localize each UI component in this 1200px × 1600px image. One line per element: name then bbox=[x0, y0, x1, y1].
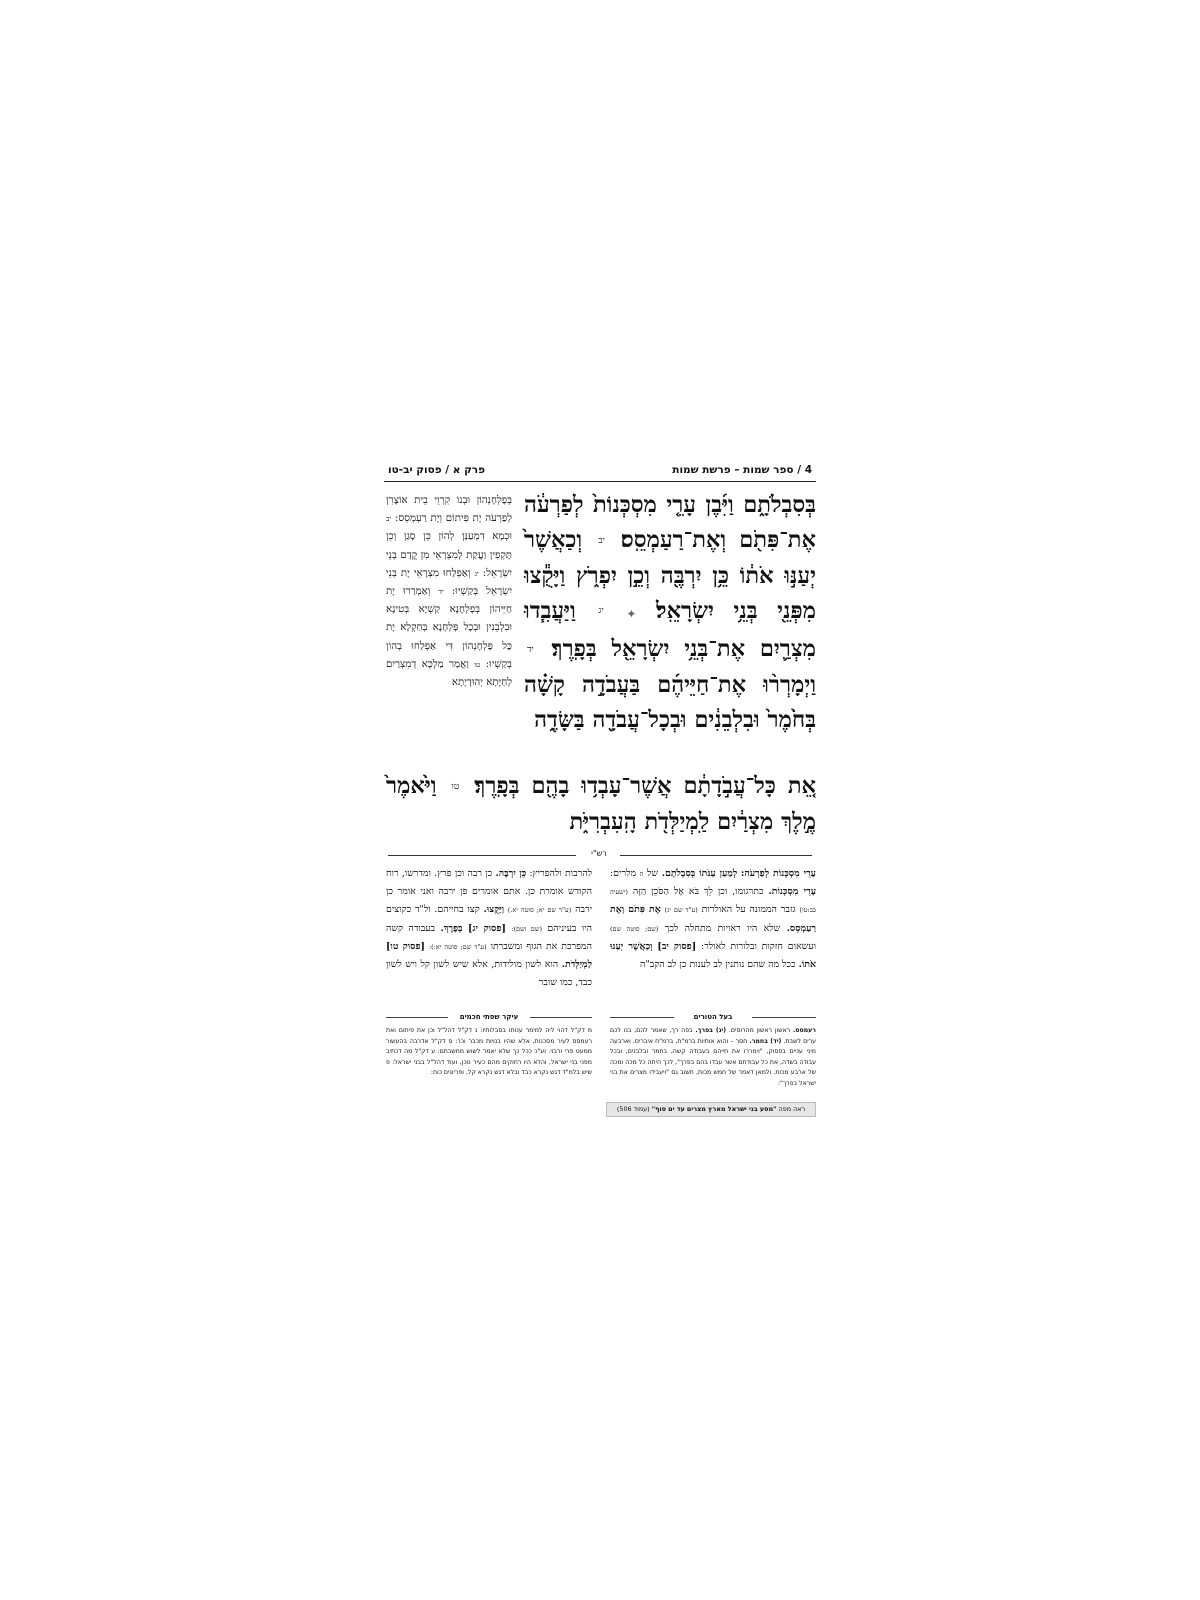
targum-11: בְּפָלְחָנְהוֹן וּבְנוֹ קִרְוֵי בֵית אוֹצָרִן לְפַרְעֹה יָת פִּיתוֹם וְיָת רַעְמְסֵס: bbox=[386, 495, 512, 525]
targum-number-15: טו bbox=[474, 660, 481, 669]
rashi-source: (ע"ד שם יא; סוטה יא.) bbox=[507, 906, 572, 915]
aliyah-marker-icon: ✦ bbox=[626, 607, 637, 621]
rashi-text: מלרים: bbox=[610, 868, 637, 879]
rashi-text: בעבודה קשה המפרכת את הגוף ומשברתו bbox=[386, 922, 592, 952]
baal-haturim-comment: חסר – והוא אותיות ברמ"ח, ברמ"ח איברים. וארבעה מיני עניים בפסוק, "וימררו את חייהם בעבודה קשה, בחמר ובלבנים, ובכל עבודה בשדה, את כל עבודתם אשר עבדו בהם בפרך", לכך היתה כל מכה ומכה של ארבע מכות. ולמאן דאמר של חמש מכות, חשוב גם "ויעבידו מצרים את בני ישראל בפרך": bbox=[610, 1037, 816, 1087]
rashi-column-right bbox=[610, 865, 816, 974]
targum-number-14: יד bbox=[438, 588, 444, 597]
verse-text bbox=[524, 488, 816, 738]
rashi-heading: עָרֵי מִסְכְּנוֹת. bbox=[768, 886, 816, 898]
rashi-heading: אֶת פִּתֹם וְאֶת רַעַמְסֵס. bbox=[610, 904, 817, 934]
verse-13: וַיַּעֲבִ֧דוּ מִצְרַ֛יִם אֶת־בְּנֵ֥י יִשְׂרָאֵ֖ל בְּפָֽרֶךְ׃ bbox=[524, 598, 816, 663]
targum-onkelos bbox=[386, 492, 512, 692]
rashi-text: קצו בחייהם. ול"ד כקוצים היו בעיניהם bbox=[386, 904, 593, 934]
rashi-text: כן לב הקב"ה bbox=[640, 959, 687, 971]
rashi-text: הוא לשון מולידות, אלא שיש לשון קל ויש לשון כבד, כמו שובר bbox=[386, 959, 592, 989]
verse-15-start: וַיֹּ֙אמֶר֙ מֶ֣לֶךְ מִצְרַ֔יִם לַֽמְיַלְּדֹ֖ת הָֽעִבְרִיֹּ֑ת bbox=[386, 773, 816, 835]
map-note-page: (עמוד 506) bbox=[616, 1105, 650, 1113]
rashi-source: (שם ושם): bbox=[511, 924, 542, 933]
verse-14-start: וַיְמָרְר֨וּ אֶת־חַיֵּיהֶ֜ם בַּעֲבֹדָ֣ה קָשָׁ֗ה בְּחֹ֙מֶר֙ וּבִלְבֵנִ֔ים וּבְכָל־עֲבֹדָ֖ה בַּשָּׂדֶ֑ה bbox=[524, 671, 816, 733]
rashi-heading: עָרֵי מִסְכְּנוֹת לְפַרְעֹה: bbox=[740, 868, 816, 879]
verse-number-15: טו bbox=[451, 781, 460, 792]
rashi-text: ועשאום חזקות ובלורות לאולר: bbox=[701, 940, 816, 952]
ikar-sifsei-title: עיקר שפתי חכמים bbox=[459, 1013, 519, 1021]
rashi-column-left bbox=[386, 865, 592, 992]
rashi-heading: בְּפָרֶךְ. bbox=[440, 922, 463, 934]
map-note-prefix: ראה מפה bbox=[778, 1105, 806, 1113]
rashi-source: (ישעיה כב:טו) bbox=[610, 888, 817, 915]
verse-number-14: יד bbox=[527, 644, 534, 655]
targum-13: וְאַפְלַחוּ מִצְרָאֵי יָת בְּנֵי יִשְׂרָאֵל בְּקַשְׁיוּ: bbox=[386, 567, 512, 598]
rashi-heading: לַמְיַלְּדֹת. bbox=[561, 959, 592, 971]
targum-14: וְאַמְרַרוּ יָת חַיֵּיהוֹן בְּפָלְחָנָא קַשְׁיָא בְּטִינָא וּבִלְבֵנִין וּבְכָל פָּלְחָנָא בְּחַקְלָא יָת כָּל פָּלְחָנְהוֹן דִּי אַפְלַחוּ בְהוֹן בְּקַשְׁיוּ: bbox=[386, 586, 512, 670]
rashi-heading: לְמַעַן עַנֹּתוֹ בְּסִבְלֹתָם. bbox=[661, 868, 738, 879]
rashi-verse-ref: [פסוק יב] bbox=[657, 940, 697, 952]
baal-haturim-heading: (יג) בפרך. bbox=[695, 1027, 727, 1034]
verse-11-end: בְּסִבְלֹתָ֑ם וַיִּ֜בֶן עָרֵ֤י מִסְכְּנוֹת֙ לְפַרְעֹ֔ה אֶת־פִּתֹ֖ם וְאֶת־רַעַמְסֵֽס׃ bbox=[524, 492, 816, 554]
targum-number-13: יג bbox=[474, 569, 479, 578]
baal-haturim-comment: ראשון ראשון מהרוסים. bbox=[728, 1027, 791, 1034]
page-header bbox=[384, 460, 816, 480]
chumash-page bbox=[384, 460, 816, 1146]
baal-haturim-text bbox=[610, 1026, 816, 1090]
rashi-verse-ref: [פסוק יג] bbox=[467, 922, 506, 934]
rashi-text: כן רבה וכן פרץ. ומדרשו, רוח הקודש אומרת כן. אתם אומרים פן ירבה ואני אומר כן ירבה bbox=[386, 868, 593, 916]
rashi-verse-ref: [פסוק טו] bbox=[386, 940, 425, 952]
header-chapter-verse: פרק א / פסוק יב-טו bbox=[388, 464, 486, 476]
header-book-parsha: 4 / ספר שמות – פרשת שמות bbox=[672, 464, 812, 476]
rashi-text: להרבות ולהפריץ: bbox=[529, 868, 592, 879]
verse-text-full-width bbox=[386, 769, 816, 840]
rashi-text: שלא היו ראויות מתחלה לכך bbox=[664, 922, 781, 934]
verse-number-13: יג bbox=[598, 606, 604, 617]
baal-haturim-heading: רעמסס. bbox=[792, 1027, 816, 1034]
ikar-sifsei-text: מ דק"ל דהוי ליה למימר ענותו בסבלותיו: נ דק"ל דהל"ל וכן את פיתום ואת רעמסס לעיר מסכנות, אלא שהיו בנויות מכבר וכו': ס דק"ל אדרבה בהעשור ממעט פרי ורבוי. וע"כ ככל כך שלא יאמר לשוש מחשבתם: ע דק"ל מה דכתיב מפני בני ישראל, והלא היו רחוקים מהם כעיר נוכן, ועוד דהל"ל בבני ישראל: פ שיש בלמ"ד דגש נקרא כבד ובלא דגש נקרא קל, ופריונים כוח: bbox=[386, 1027, 592, 1077]
map-reference-note bbox=[606, 1102, 816, 1117]
rashi-source: (שם; סוטה שם) bbox=[610, 924, 659, 933]
baal-haturim-title: בעל הטורים bbox=[693, 1013, 733, 1021]
verse-number-12: יב bbox=[598, 535, 605, 546]
targum-15: וַאֲמַר מַלְכָּא דְמִצְרַיִם לְחַיָּתָא יְהוּדָיָתָא bbox=[386, 658, 512, 689]
rashi-source: (ע"ד שם יג) bbox=[664, 906, 698, 915]
verse-14-end: אֵ֚ת כָּל־עֲבֹ֣דָתָ֔ם אֲשֶׁר־עָבְד֥וּ בָהֶ֖ם בְּפָֽרֶךְ׃ bbox=[474, 773, 816, 799]
rashi-source: (ע"ד שם; סוטה יא:): bbox=[428, 942, 487, 951]
verse-12: וְכַאֲשֶׁר֙ יְעַנּ֣וּ אֹת֔וֹ כֵּ֥ן יִרְבֶּ֖ה וְכֵ֣ן יִפְרֹ֑ץ וַיָּקֻ֕צוּ מִפְּנֵ֖י בְּנֵ֥י יִשְׂרָאֵֽל׃ bbox=[524, 527, 816, 624]
targum-12: וּכְמָא דִמְעַנַּן לְהוֹן כֵּן סָגַן וְכֵן תָּקְפִין וַעֲקַת לְמִצְרָאֵי מִן קֳדָם בְּנֵי יִשְׂרָאֵל: bbox=[386, 531, 512, 579]
header-rule bbox=[384, 481, 816, 482]
rashi-heading: וְכַאֲשֶׁר יְעַנּוּ אֹתוֹ. bbox=[610, 940, 816, 971]
rashi-text: ככל מה שהם נותנין לב לענות bbox=[689, 959, 796, 971]
rashi-text: גזבר הממונה על האולרות bbox=[701, 904, 796, 916]
rashi-footnote-marker: ה bbox=[639, 870, 644, 878]
rashi-label: רש"י bbox=[591, 849, 607, 858]
rashi-text: של bbox=[647, 868, 659, 879]
baal-haturim-comment: בפה רך, שאמר להם, בנו לכם ערים לשבת. bbox=[610, 1027, 816, 1045]
targum-number-12: יב bbox=[386, 515, 392, 524]
rashi-divider-right bbox=[620, 855, 812, 856]
rashi-heading: כֵּן יִרְבֶּה. bbox=[495, 868, 527, 879]
map-note-title: "מסע בני ישראל מארץ מצרים עד ים סוף" bbox=[651, 1105, 777, 1113]
baal-haturim-heading: (יד) בחמר. bbox=[749, 1037, 782, 1045]
rashi-divider-left bbox=[388, 855, 576, 856]
rashi-text: כתרגומו, וכן לֵךְ בֹּא אֶל הַסֹּכֵן הַזֶּה bbox=[632, 886, 764, 898]
rashi-heading: וַיָּקֻצוּ. bbox=[483, 904, 504, 916]
